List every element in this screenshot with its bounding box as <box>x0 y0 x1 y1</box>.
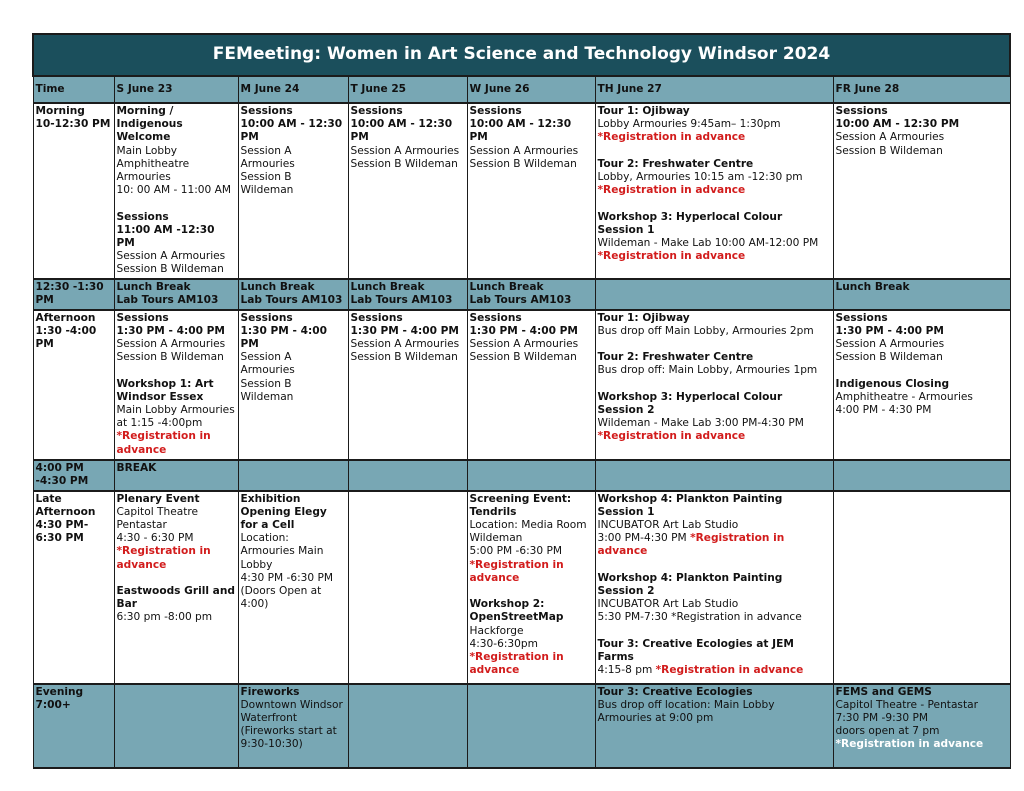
event-cell-friday <box>833 491 1010 684</box>
event-heading: Sessions <box>469 311 522 324</box>
header-row <box>33 76 1010 103</box>
schedule-row <box>33 279 1010 310</box>
event-detail: Session B Wildeman <box>835 144 943 157</box>
event-heading: 11:00 AM -12:30 PM <box>116 223 215 250</box>
event-heading: Sessions <box>835 311 888 324</box>
event-heading: Workshop 2: OpenStreetMap <box>469 598 564 624</box>
time-cell <box>33 491 114 684</box>
event-heading: Workshop 3: Hyperlocal Colour Session 1 <box>597 210 783 236</box>
event-heading: Eastwoods Grill and Bar <box>116 585 235 611</box>
event-cell-thursday <box>595 103 833 279</box>
event-detail: Lobby, Armouries 10:15 am -12:30 pm <box>597 171 803 183</box>
schedule-row <box>33 491 1010 684</box>
event-heading: 10:00 AM - 12:30 PM <box>835 118 960 131</box>
event-heading: Workshop 4: Plankton Painting Session 1 <box>597 492 783 518</box>
event-detail: 7:30 PM -9:30 PM <box>835 712 929 725</box>
time-label: 10-12:30 PM <box>35 118 111 131</box>
event-detail: Session B Wildeman <box>835 351 943 364</box>
event-cell-monday <box>238 684 348 768</box>
time-label: 1:30 -4:00 PM <box>35 324 97 351</box>
event-detail: Hackforge <box>469 624 524 637</box>
event-detail: Session B Wildeman <box>240 377 294 403</box>
event-heading: Lab Tours AM103 <box>350 293 453 306</box>
time-label: Morning <box>35 105 85 117</box>
event-detail: Bus drop off: Main Lobby, Armouries 1pm <box>597 364 818 377</box>
event-detail: 4:30 PM -6:30 PM (Doors Open at 4:00) <box>240 571 334 611</box>
schedule-row <box>33 310 1010 460</box>
event-detail: 5:30 PM-7:30 *Registration in advance <box>597 611 802 624</box>
spacer <box>598 145 831 158</box>
event-detail: Main Lobby Armouries at 1:15 -4:00pm <box>116 404 235 430</box>
time-label: 12:30 -1:30 PM <box>35 280 104 306</box>
event-detail: Capitol Theatre Pentastar <box>116 505 198 532</box>
schedule-title: FEMeeting: Women in Art Science and Technology Windsor 2024 <box>33 34 1010 76</box>
event-cell-sunday <box>114 491 238 684</box>
registration-note: *Registration in advance <box>469 651 564 677</box>
event-heading: Sessions <box>469 105 522 117</box>
registration-note: *Registration in advance <box>597 131 746 144</box>
event-heading: Tour 3: Creative Ecologies at JEM Farms <box>597 637 794 664</box>
header-friday: FR June 28 <box>833 76 1010 103</box>
event-heading: Sessions <box>240 105 293 117</box>
event-detail: Session B Wildeman <box>116 351 224 364</box>
event-cell-thursday <box>595 310 833 460</box>
event-heading: 10:00 AM - 12:30 PM <box>240 118 343 144</box>
event-heading: Screening Event: Tendrils <box>469 492 572 518</box>
event-cell-sunday <box>114 310 238 460</box>
event-cell-monday <box>238 279 348 310</box>
event-heading: 10:00 AM - 12:30 PM <box>469 118 572 144</box>
event-heading: Lab Tours AM103 <box>116 293 219 306</box>
event-cell-sunday <box>114 460 238 491</box>
schedule-body <box>33 103 1010 768</box>
time-label: 4:00 PM -4:30 PM <box>35 461 89 487</box>
event-cell-tuesday <box>348 491 467 684</box>
registration-note: *Registration in advance <box>116 545 211 571</box>
event-detail: 4:30 - 6:30 PM <box>116 532 194 545</box>
event-heading: Lunch Break <box>835 280 910 293</box>
time-label: 4:30 PM-6:30 PM <box>35 519 89 545</box>
event-detail: Session A Armouries <box>350 144 460 157</box>
header-monday: M June 24 <box>238 76 348 103</box>
registration-note: *Registration in advance <box>597 250 746 263</box>
event-heading: Sessions <box>350 311 403 324</box>
schedule-table <box>32 33 1011 769</box>
event-detail: Location: Armouries Main Lobby <box>240 532 324 571</box>
event-heading: Tour 1: Ojibway <box>597 311 690 324</box>
event-heading: Tour 1: Ojibway <box>597 105 690 117</box>
spacer <box>598 625 831 638</box>
header-sunday: S June 23 <box>114 76 238 103</box>
event-detail: Location: Media Room Wildeman <box>469 519 587 545</box>
registration-note: *Registration in advance <box>597 532 785 558</box>
event-cell-wednesday <box>467 279 595 310</box>
event-cell-wednesday <box>467 684 595 768</box>
event-detail: Session A Armouries <box>350 338 460 351</box>
event-cell-monday <box>238 491 348 684</box>
time-label: Late Afternoon <box>35 492 96 518</box>
event-heading: 1:30 PM - 4:00 PM <box>116 324 225 337</box>
event-heading: 1:30 PM - 4:00 PM <box>240 324 327 351</box>
event-heading: Workshop 4: Plankton Painting Session 2 <box>597 571 783 598</box>
event-heading: FEMS and GEMS <box>835 685 932 698</box>
event-detail <box>598 532 831 558</box>
event-cell-thursday <box>595 460 833 491</box>
schedule-row <box>33 103 1010 279</box>
event-detail: Downtown Windsor Waterfront <box>240 698 343 725</box>
event-detail: Wildeman - Make Lab 10:00 AM-12:00 PM <box>597 237 819 249</box>
event-heading: Sessions <box>835 105 888 117</box>
time-cell <box>33 310 114 460</box>
event-detail: INCUBATOR Art Lab Studio <box>597 598 739 611</box>
event-cell-sunday <box>114 684 238 768</box>
event-detail: Session B Wildeman <box>469 351 577 364</box>
time-cell <box>33 684 114 768</box>
event-detail: Session B Wildeman <box>350 157 458 170</box>
event-heading: Sessions <box>350 105 403 117</box>
event-cell-friday <box>833 103 1010 279</box>
event-cell-tuesday <box>348 103 467 279</box>
spacer <box>598 338 831 351</box>
event-detail: Lobby Armouries 9:45am– 1:30pm <box>597 118 781 131</box>
event-detail: Session B Wildeman <box>116 263 224 276</box>
event-detail: INCUBATOR Art Lab Studio <box>597 519 739 532</box>
time-label: 7:00+ <box>35 698 71 711</box>
event-detail: Session A Armouries <box>116 338 226 351</box>
event-detail: 5:00 PM -6:30 PM <box>469 545 563 558</box>
event-heading: 1:30 PM - 4:00 PM <box>350 324 459 337</box>
event-detail: Wildeman - Make Lab 3:00 PM-4:30 PM <box>597 417 804 430</box>
spacer <box>117 197 236 210</box>
spacer <box>836 364 1008 377</box>
event-detail: Session A Armouries <box>469 338 579 351</box>
event-heading: Workshop 3: Hyperlocal Colour Session 2 <box>597 390 783 417</box>
event-heading: Lunch Break <box>350 280 425 293</box>
event-detail: Session B Wildeman <box>469 157 577 170</box>
event-heading: Lunch Break <box>469 280 544 293</box>
event-detail: Amphitheatre - Armouries <box>835 390 973 403</box>
event-heading: Lab Tours AM103 <box>240 293 343 306</box>
event-detail-time: 4:15-8 pm <box>597 664 653 677</box>
event-heading: Lunch Break <box>116 280 191 293</box>
header-thursday: TH June 27 <box>595 76 833 103</box>
event-detail: 6:30 pm -8:00 pm <box>116 611 213 624</box>
event-cell-friday <box>833 279 1010 310</box>
event-cell-thursday <box>595 684 833 768</box>
header-wednesday: W June 26 <box>467 76 595 103</box>
event-detail: Session A Armouries <box>835 338 945 351</box>
spacer <box>598 559 831 572</box>
spacer <box>117 364 236 377</box>
event-detail: Session A Armouries <box>835 131 945 144</box>
registration-note: *Registration in advance <box>597 184 746 197</box>
registration-note: *Registration in advance <box>597 430 746 443</box>
event-heading: Workshop 1: Art Windsor Essex <box>116 377 214 403</box>
event-heading: Plenary Event <box>116 492 200 505</box>
header-time: Time <box>33 76 114 103</box>
registration-note: *Registration in advance <box>116 430 211 456</box>
spacer <box>117 572 236 585</box>
event-detail: Bus drop off location: Main Lobby Armouries at 9:00 pm <box>597 698 775 725</box>
event-detail: 4:30-6:30pm <box>469 637 538 650</box>
event-detail: 10: 00 AM - 11:00 AM <box>116 184 231 197</box>
event-cell-monday <box>238 310 348 460</box>
event-detail: doors open at 7 pm <box>835 725 940 738</box>
event-cell-thursday <box>595 491 833 684</box>
event-heading: Fireworks <box>240 685 300 698</box>
event-heading: 1:30 PM - 4:00 PM <box>835 324 944 337</box>
spacer <box>470 585 593 598</box>
schedule-row <box>33 684 1010 768</box>
event-detail: Main Lobby Amphitheatre Armouries <box>116 144 190 184</box>
time-cell <box>33 279 114 310</box>
spacer <box>598 378 831 391</box>
event-heading: BREAK <box>116 461 157 474</box>
event-cell-monday <box>238 103 348 279</box>
event-cell-thursday <box>595 279 833 310</box>
event-cell-friday <box>833 684 1010 768</box>
event-heading: Sessions <box>240 311 293 324</box>
time-label: Evening <box>35 685 84 698</box>
event-cell-tuesday <box>348 279 467 310</box>
event-detail: 4:00 PM - 4:30 PM <box>835 404 932 417</box>
event-cell-friday <box>833 310 1010 460</box>
schedule-row <box>33 460 1010 491</box>
event-heading: Sessions <box>116 311 169 324</box>
event-detail: Session B Wildeman <box>240 171 294 197</box>
event-heading: Exhibition Opening Elegy for a Cell <box>240 492 327 532</box>
event-detail: Session B Wildeman <box>350 351 458 364</box>
event-heading: 1:30 PM - 4:00 PM <box>469 324 578 337</box>
registration-note: *Registration in advance <box>835 738 984 751</box>
event-cell-tuesday <box>348 684 467 768</box>
event-cell-tuesday <box>348 460 467 491</box>
time-label: Afternoon <box>35 311 96 324</box>
event-detail: Session A Armouries <box>469 144 579 157</box>
event-heading: Tour 2: Freshwater Centre <box>597 351 754 364</box>
event-detail: Bus drop off Main Lobby, Armouries 2pm <box>597 324 814 337</box>
event-detail: Session A Armouries <box>116 250 226 263</box>
header-tuesday: T June 25 <box>348 76 467 103</box>
event-cell-wednesday <box>467 491 595 684</box>
event-heading: Tour 2: Freshwater Centre <box>597 157 754 170</box>
event-cell-wednesday <box>467 460 595 491</box>
event-heading: Indigenous Closing <box>835 377 950 390</box>
event-detail-time: 3:00 PM-4:30 PM <box>597 532 687 545</box>
event-heading: Lab Tours AM103 <box>469 293 572 306</box>
event-heading: Lunch Break <box>240 280 315 293</box>
event-detail <box>598 664 831 677</box>
registration-note: *Registration in advance <box>655 664 804 677</box>
event-detail: Session A Armouries <box>240 351 295 377</box>
time-cell <box>33 103 114 279</box>
event-cell-friday <box>833 460 1010 491</box>
event-cell-tuesday <box>348 310 467 460</box>
event-heading: 10:00 AM - 12:30 PM <box>350 118 453 144</box>
event-heading: Tour 3: Creative Ecologies <box>597 685 753 698</box>
event-detail: Session A Armouries <box>240 144 295 170</box>
registration-note: *Registration in advance <box>469 558 564 584</box>
event-cell-wednesday <box>467 310 595 460</box>
event-heading: Morning / Indigenous Welcome <box>116 105 183 144</box>
event-detail: (Fireworks start at 9:30-10:30) <box>240 725 337 751</box>
event-cell-sunday <box>114 103 238 279</box>
event-cell-wednesday <box>467 103 595 279</box>
event-detail: Capitol Theatre - Pentastar <box>835 698 978 711</box>
event-cell-monday <box>238 460 348 491</box>
event-heading: Sessions <box>116 210 169 223</box>
spacer <box>598 197 831 210</box>
event-cell-sunday <box>114 279 238 310</box>
time-cell <box>33 460 114 491</box>
